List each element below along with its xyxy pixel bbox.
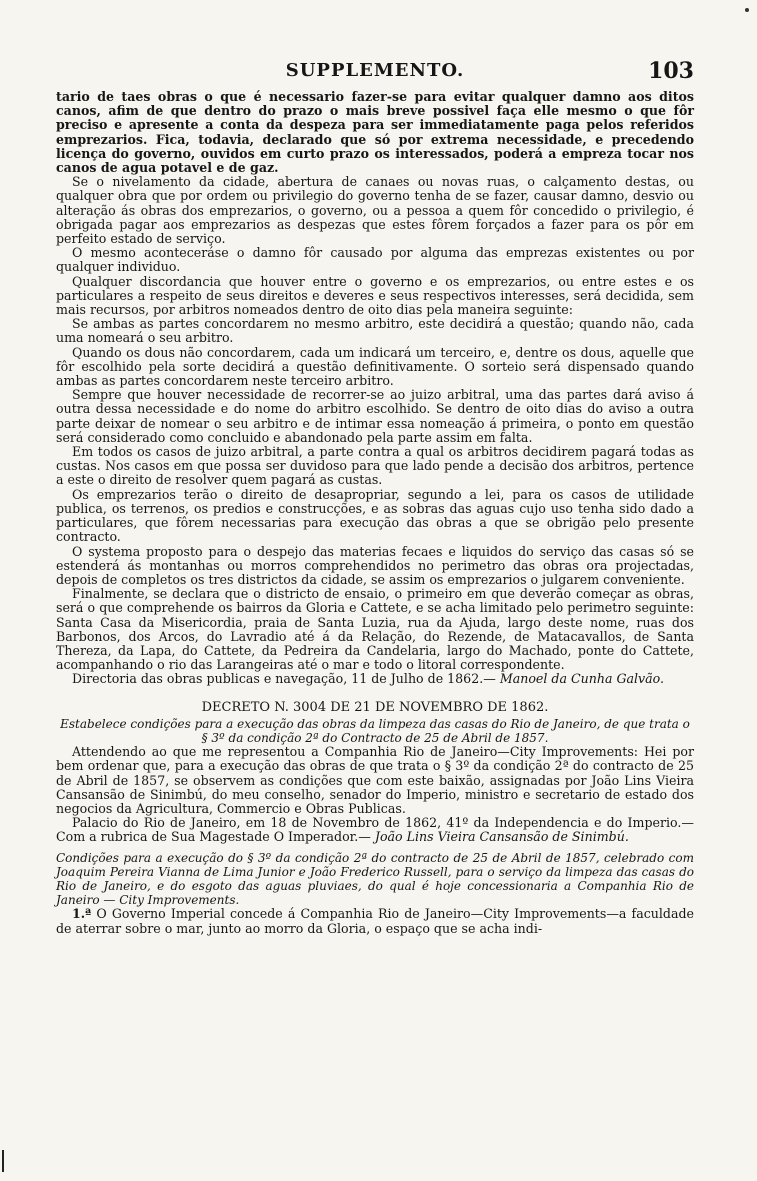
directoria-signature: Manoel da Cunha Galvão. <box>499 671 665 687</box>
paragraph: Sempre que houver necessidade de recorrer-se ao juizo arbitral, uma das partes dará aviso á outra dessa necessidade e do nome do arbitro escolhido. Se dentro de oito dias do aviso a outra parte deixar de nomear o seu arbitro e de intimar essa nomeação á primeira, o ponto em questão será considerado como concluido e abandonado pela parte assim em falta. <box>56 387 694 445</box>
paragraph: Se ambas as partes concordarem no mesmo arbitro, este decidirá a questão; quando não, cada uma nomeará o seu arbitro. <box>56 316 694 346</box>
margin-mark <box>2 1150 4 1172</box>
document-page <box>56 60 694 936</box>
paragraph: Finalmente, se declara que o districto de ensaio, o primeiro em que deverão começar as obras, será o que comprehende os bairros da Gloria e Cattete, e se acha limitado pelo perimetro seguinte: Santa Casa da Misericordia, praia de Santa Luzia, rua da Ajuda, largo deste nome, ruas dos Barbonos, dos Arcos, do Lavradio até á da Relação, do Rezende, de Matacavallos, de Santa Thereza, da Lapa, do Cattete, da Pedreira da Candelaria, largo do Machado, ponte do Cattete, acompanhando o rio das Larangeiras até o mar e todo o litoral correspondente. <box>56 586 694 673</box>
page-number: 103 <box>648 58 694 84</box>
directoria-text: Directoria das obras publicas e navegação, 11 de Julho de 1862.— <box>72 671 496 687</box>
page-header <box>56 60 694 86</box>
paragraph: O mesmo aconteceráse o damno fôr causado por alguma das emprezas existentes ou por qualquer individuo. <box>56 245 694 275</box>
paragraph: Os emprezarios terão o direito de desapropriar, segundo a lei, para os casos de utilidade publica, os terrenos, os predios e construcções, e as sobras das aguas cujo uso tenha sido dado a particulares, que fôrem necessarias para execução das obras a que se obrigão pelo presente contracto. <box>56 486 694 545</box>
article-number: 1.ª <box>72 906 92 922</box>
paragraph: O systema proposto para o despejo das materias fecaes e liquidos do serviço das casas só se estenderá ás montanhas ou morros comprehendidos no perimetro das obras ora projectadas, depois de completos os tres districtos da cidade, se assim os emprezarios o julgarem conveniente. <box>56 543 694 587</box>
article-1-text: O Governo Imperial concede á Companhia Rio de Janeiro—City Improvements—a faculdade de aterrar sobre o mar, junto ao morro da Gloria, o espaço que se acha indi- <box>56 906 694 936</box>
running-title: SUPPLEMENTO. <box>285 60 465 81</box>
decree-heading: DECRETO N. 3004 DE 21 DE NOVEMBRO DE 1862. <box>201 699 549 715</box>
palace-text: Palacio do Rio de Janeiro, em 18 de Novembro de 1862, 41º da Independencia e do Imperio.—Com a rubrica de Sua Magestade O Imperador.— <box>56 815 694 845</box>
article-1 <box>56 907 694 935</box>
directoria-line <box>56 672 694 686</box>
decree-subtitle: Estabelece condições para a execução das obras da limpeza das casas do Rio de Janeiro, de que trata o § 3º da condição 2ª do Contracto de 25 de Abril de 1857. <box>60 716 690 745</box>
paragraph: Qualquer discordancia que houver entre o governo e os emprezarios, ou entre estes e os particulares a respeito de seus direitos e deveres e seus respectivos interesses, será decidida, sem mais recursos, por arbitros nomeados dentro de oito dias pela maneira seguinte: <box>56 273 694 318</box>
decree-body: Attendendo ao que me representou a Companhia Rio de Janeiro—City Improvements: Hei por bem ordenar que, para a execução das obras de que trata o § 3º da condição 2ª do contracto de 25 de Abril de 1857, se observem as condições que com este baixão, assignadas por João Lins Vieira Cansansão de Sinimbú, do meu conselho, senador do Imperio, ministro e secretario de estado dos negocios da Agricultura, Commercio e Obras Publicas. <box>56 744 694 816</box>
paragraph: Quando os dous não concordarem, cada um indicará um terceiro, e, dentre os dous, aquelle que fôr escolhido pela sorte decidirá a questão definitivamente. O sorteio será dispensado quando ambas as partes concordarem neste terceiro arbitro. <box>56 344 694 389</box>
paragraph: Em todos os casos de juizo arbitral, a parte contra a qual os arbitros decidirem pagará todas as custas. Nos casos em que possa ser duvidoso para que lado pende a decisão dos arbitros, pertence a este o direito de resolver quem pagará as custas. <box>56 444 694 488</box>
margin-speck <box>745 8 749 12</box>
decree-palace <box>56 816 694 844</box>
paragraph: tario de taes obras o que é necessario fazer-se para evitar qualquer damno aos ditos canos, afim de que dentro do prazo o mais breve possivel faça elle mesmo o que fôr preciso e apresente a conta da despeza para ser immediatamente paga pelos referidos emprezarios. Fica, todavia, declarado que só por extrema necessidade, e precedendo licença do governo, ouvidos em curto prazo os interessados, poderá a empreza tocar nos canos de agua potavel e de gaz. <box>56 89 694 176</box>
palace-signature: João Lins Vieira Cansansão de Sinimbú. <box>374 829 629 845</box>
conditions-title: Condições para a execução do § 3º da condição 2ª do contracto de 25 de Abril de 1857, celebrado com Joaquim Pereira Vianna de Lima Junior e João Frederico Russell, para o serviço da limpeza das casas do Rio de Janeiro, e do esgoto das aguas pluviaes, do qual é hoje concessionaria a Companhia Rio de Janeiro — City Improvements. <box>56 850 694 908</box>
paragraph: Se o nivelamento da cidade, abertura de canaes ou novas ruas, o calçamento destas, ou qualquer obra que por ordem ou privilegio do governo tenha de se fazer, causar damno, desvio ou alteração ás obras dos emprezarios, o governo, ou a pessoa a quem fôr concedido o privilegio, é obrigada pagar aos emprezarios as despezas que estes fôrem forçados a fazer para os pôr em perfeito estado de serviço. <box>56 174 694 247</box>
